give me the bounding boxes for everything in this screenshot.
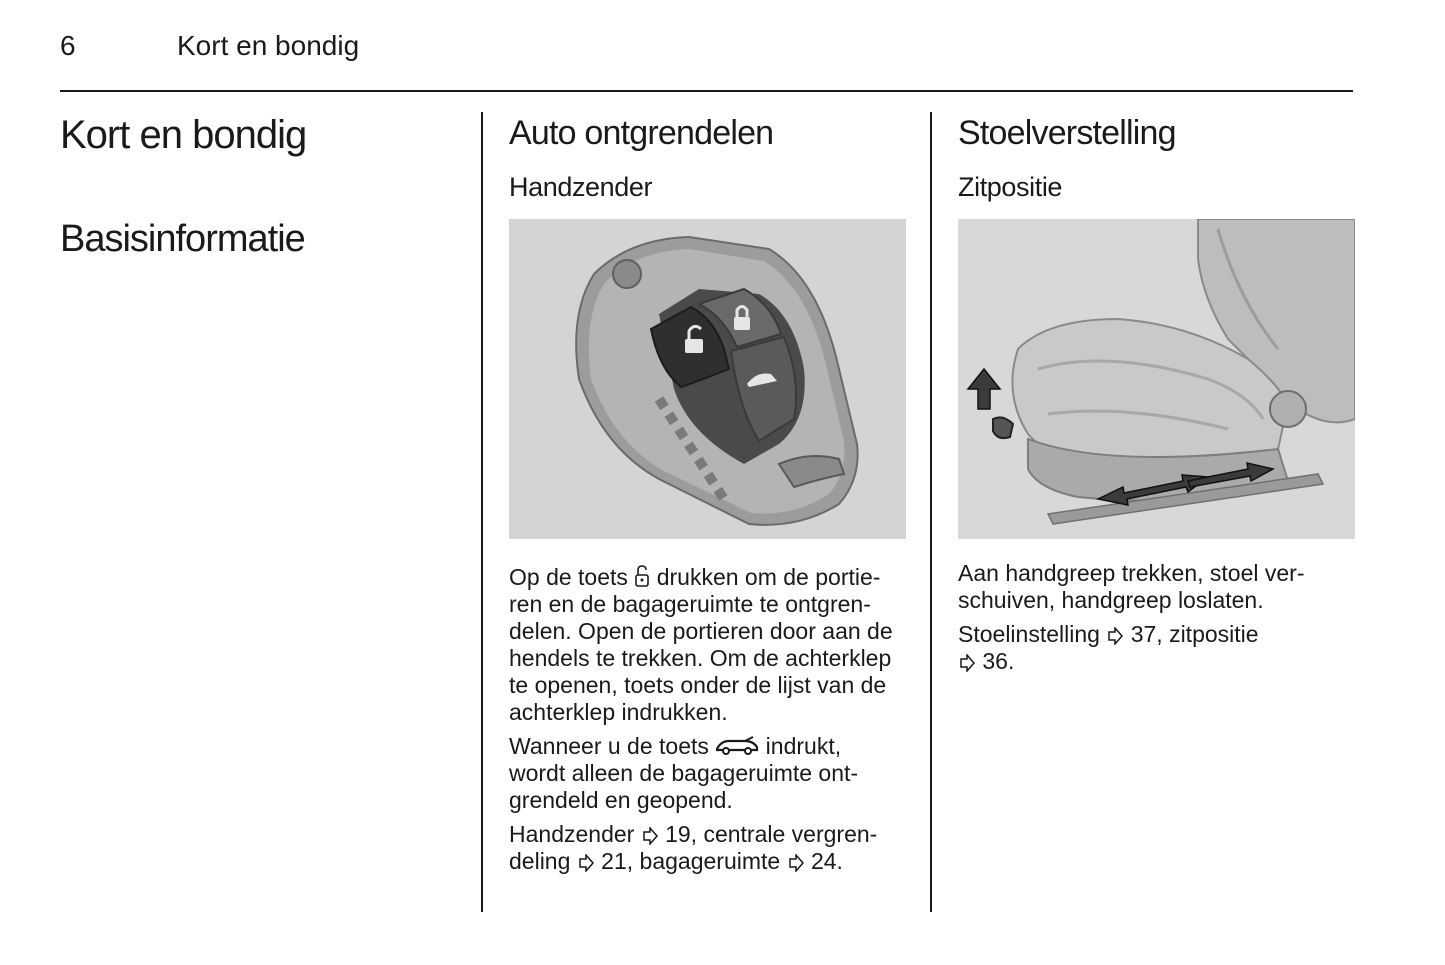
paragraph	[509, 821, 909, 875]
paragraph	[509, 733, 909, 814]
subsection-title: Zitpositie	[958, 172, 1063, 202]
body-text-seat	[958, 560, 1358, 682]
page-reference-arrow-icon	[958, 654, 976, 672]
text-fragment: 36.	[982, 648, 1015, 674]
text-fragment: Op de toets	[509, 564, 628, 590]
text-fragment: 24.	[810, 848, 843, 874]
text-line: wordt alleen de bagageruimte ont-	[509, 760, 859, 786]
page-reference-arrow-icon	[641, 827, 659, 845]
page-reference-arrow-icon	[1106, 627, 1124, 645]
text-fragment: indrukt,	[765, 733, 842, 759]
text-fragment: 19, centrale vergren-	[665, 821, 878, 847]
running-header-title: Kort en bondig	[177, 30, 360, 61]
page-number: 6	[60, 30, 76, 61]
text-line: schuiven, handgreep loslaten.	[958, 587, 1264, 613]
unlock-icon	[634, 564, 650, 588]
seat-adjustment-illustration	[958, 219, 1355, 539]
subsection-title: Handzender	[509, 172, 653, 202]
text-fragment: Handzender	[509, 821, 635, 847]
tailgate-icon	[715, 735, 759, 757]
text-line: Aan handgreep trekken, stoel ver-	[958, 560, 1305, 586]
text-line: te openen, toets onder de lijst van de	[509, 672, 887, 698]
text-line: achterklep indrukken.	[509, 699, 728, 725]
paragraph	[509, 564, 909, 726]
text-fragment: deling	[509, 848, 571, 874]
text-line: delen. Open de portieren door aan de	[509, 618, 893, 644]
column-divider	[930, 112, 932, 912]
text-fragment: drukken om de portie-	[656, 564, 881, 590]
page-reference-arrow-icon	[577, 854, 595, 872]
section-title: Basisinformatie	[60, 218, 305, 260]
text-fragment: 21, bagageruimte	[601, 848, 781, 874]
text-line: ren en de bagageruimte te ontgren-	[509, 591, 871, 617]
text-line: grendeld en geopend.	[509, 787, 733, 813]
chapter-title: Kort en bondig	[60, 113, 307, 157]
key-fob-illustration	[509, 219, 906, 539]
text-line: hendels te trekken. Om de achterklep	[509, 645, 892, 671]
column-divider	[481, 112, 483, 912]
paragraph	[958, 621, 1358, 675]
section-title: Stoelverstelling	[958, 114, 1176, 152]
body-text-unlock	[509, 564, 909, 882]
text-fragment: Wanneer u de toets	[509, 733, 709, 759]
seat-lever	[993, 417, 1013, 438]
text-fragment: 37, zitpositie	[1130, 621, 1259, 647]
paragraph	[958, 560, 1358, 614]
header-rule	[60, 90, 1353, 92]
text-fragment: Stoelinstelling	[958, 621, 1100, 647]
section-title: Auto ontgrendelen	[509, 114, 774, 152]
page-reference-arrow-icon	[787, 854, 805, 872]
